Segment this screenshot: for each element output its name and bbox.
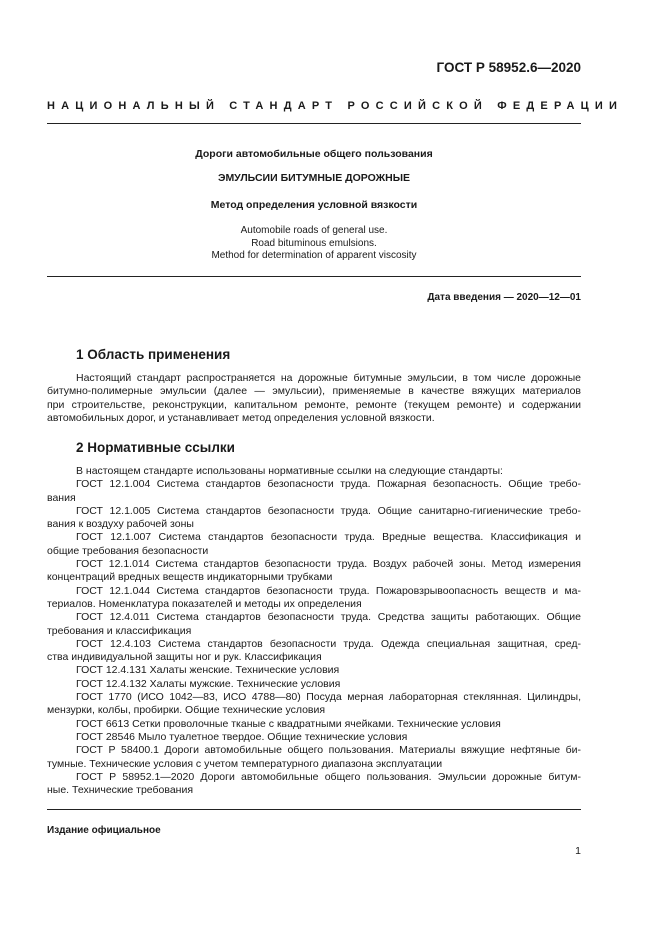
official-edition-label: Издание официальное bbox=[47, 825, 161, 836]
section2-heading: 2 Нормативные ссылки bbox=[76, 440, 235, 455]
reference-line: тумные. Технические условия с учетом температурного диапазона эксплуатации bbox=[47, 757, 443, 770]
reference-line: ГОСТ 1770 (ИСО 1042—83, ИСО 4788—80) Посуда мерная лабораторная стеклянная. Цилиндры, bbox=[76, 691, 581, 704]
reference-line: ГОСТ 6613 Сетки проволочные тканые с квадратными ячейками. Технические условия bbox=[76, 717, 501, 730]
reference-line: общие требования безопасности bbox=[47, 544, 209, 557]
english-title-line: Road bituminous emulsions. bbox=[251, 237, 377, 249]
reference-line: ГОСТ 12.4.103 Система стандартов безопасности труда. Одежда специальная защитная, сред- bbox=[76, 637, 581, 650]
reference-line: териалов. Номенклатура показателей и методы их определения bbox=[47, 597, 362, 610]
reference-line: вания bbox=[47, 491, 76, 504]
title-series: Дороги автомобильные общего пользования bbox=[195, 148, 433, 160]
text-line: битумно-полимерные эмульсии (далее — эмульсии), применяемые в качестве вяжущих материалов bbox=[47, 385, 581, 398]
text-line: автомобильных дорог, и устанавливает метод определения условной вязкости. bbox=[47, 411, 435, 424]
reference-line: ГОСТ 12.4.131 Халаты женские. Технические условия bbox=[76, 664, 340, 677]
reference-line: ГОСТ Р 58952.1—2020 Дороги автомобильные общего пользования. Эмульсии дорожные битум- bbox=[76, 770, 581, 783]
page-number: 1 bbox=[575, 845, 581, 857]
english-title bbox=[47, 225, 581, 263]
english-title-line: Method for determination of apparent viscosity bbox=[211, 250, 417, 261]
section1-body bbox=[47, 372, 581, 425]
section2-body bbox=[47, 465, 581, 797]
title-method: Метод определения условной вязкости bbox=[210, 199, 418, 211]
title-subject: ЭМУЛЬСИИ БИТУМНЫЕ ДОРОЖНЫЕ bbox=[217, 172, 411, 184]
reference-line: ные. Технические требования bbox=[47, 784, 194, 797]
reference-line: мензурки, колбы, пробирки. Общие технические условия bbox=[47, 704, 326, 717]
reference-line: ГОСТ 12.1.005 Система стандартов безопасности труда. Общие санитарно-гигиенические требо- bbox=[76, 504, 581, 517]
english-title-line: Automobile roads of general use. bbox=[240, 225, 388, 236]
reference-line: ства индивидуальной защиты ног и рук. Классификация bbox=[47, 651, 322, 664]
reference-line: требования и классификация bbox=[47, 624, 192, 637]
reference-line: ГОСТ Р 58400.1 Дороги автомобильные общего пользования. Материалы вяжущие нефтяные би- bbox=[76, 744, 581, 757]
reference-line: концентраций вредных веществ индикаторными трубками bbox=[47, 571, 333, 584]
title-rule bbox=[47, 276, 581, 277]
top-rule bbox=[47, 123, 581, 124]
text-line: при строительстве, реконструкции, капитальном ремонте, ремонте (текущем ремонте) и содержании bbox=[47, 398, 581, 411]
reference-line: ГОСТ 28546 Мыло туалетное твердое. Общие технические условия bbox=[76, 730, 408, 743]
reference-line: ГОСТ 12.1.044 Система стандартов безопасности труда. Пожаровзрывоопасность веществ и ма- bbox=[76, 584, 581, 597]
text-line: Настоящий стандарт распространяется на дорожные битумные эмульсии, в том числе дорожные bbox=[76, 372, 581, 384]
text-line: В настоящем стандарте использованы нормативные ссылки на следующие стандарты: bbox=[76, 465, 503, 477]
reference-line: ГОСТ 12.1.007 Система стандартов безопасности труда. Вредные вещества. Классификация и bbox=[76, 531, 581, 544]
reference-line: вания к воздуху рабочей зоны bbox=[47, 518, 194, 531]
reference-line: ГОСТ 12.4.011 Система стандартов безопасности труда. Средства защиты работающих. Общие bbox=[76, 611, 581, 624]
reference-line: ГОСТ 12.1.014 Система стандартов безопасности труда. Воздух рабочей зоны. Метод измерения bbox=[76, 558, 581, 571]
national-standard-title: НАЦИОНАЛЬНЫЙ СТАНДАРТ РОССИЙСКОЙ ФЕДЕРАЦИИ bbox=[47, 100, 624, 112]
footer-rule bbox=[47, 809, 581, 810]
effective-date: Дата введения — 2020—12—01 bbox=[427, 292, 581, 303]
section1-heading: 1 Область применения bbox=[76, 347, 231, 362]
reference-line: ГОСТ 12.4.132 Халаты мужские. Технические условия bbox=[76, 677, 341, 690]
standard-code: ГОСТ Р 58952.6—2020 bbox=[436, 60, 581, 75]
reference-line: ГОСТ 12.1.004 Система стандартов безопасности труда. Пожарная безопасность. Общие требо- bbox=[76, 478, 581, 491]
